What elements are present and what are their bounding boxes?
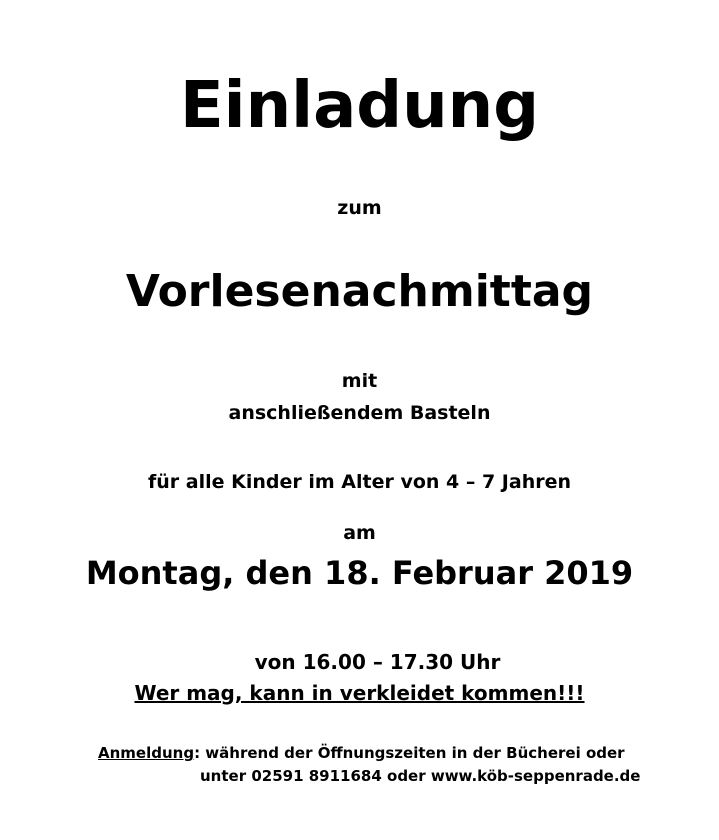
connector-mit: mit	[341, 370, 378, 392]
costume-note: Wer mag, kann in verkleidet kommen!!!	[134, 681, 585, 705]
connector-am: am	[343, 522, 376, 544]
audience-text: für alle Kinder im Alter von 4 – 7 Jahren	[147, 471, 572, 493]
event-time: von 16.00 – 17.30 Uhr	[254, 650, 501, 674]
event-date: Montag, den 18. Februar 2019	[85, 554, 634, 592]
registration-block	[98, 742, 698, 788]
activity-text: anschließendem Basteln	[228, 402, 491, 424]
registration-line2: unter 02591 8911684 oder www.köb-seppenrade.de	[200, 767, 641, 785]
registration-label: Anmeldung	[98, 744, 195, 762]
registration-line1: : während der Öffnungszeiten in der Bücherei oder	[194, 744, 625, 762]
connector-zum: zum	[337, 197, 382, 219]
invitation-title: Einladung	[179, 69, 540, 143]
event-name: Vorlesenachmittag	[125, 266, 594, 317]
